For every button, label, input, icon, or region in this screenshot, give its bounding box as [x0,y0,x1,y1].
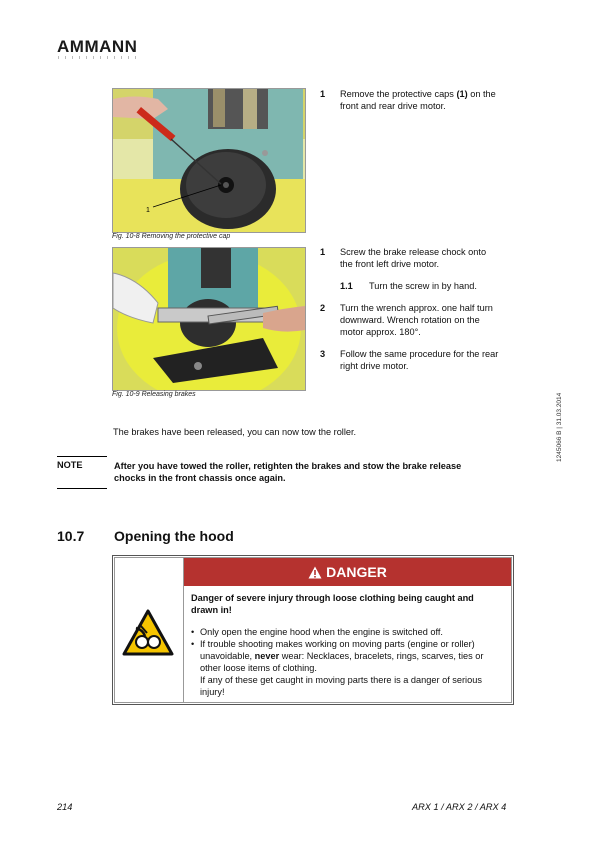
model-name: ARX 1 / ARX 2 / ARX 4 [412,802,507,812]
figure-10-9-photo [112,247,306,391]
step-1-remove-caps [320,88,520,114]
releasing-brakes-image [113,248,305,390]
note-text: After you have towed the roller, retighten the brakes and stow the brake release chocks in the front chassis once again. [114,461,462,483]
danger-triangle-icon [308,566,322,579]
danger-bullet-1: • Only open the engine hood when the engine is switched off. [191,626,509,638]
step-number: 3 [320,349,326,359]
page-number: 214 [57,802,73,812]
step-number: 1 [320,89,326,99]
ammann-logo: AMMANN [57,37,138,56]
step-text: Turn the wrench approx. one half turn downward. Wrench rotation on the motor approx. 180°. [340,303,493,337]
step-1-screw-chock [320,246,520,272]
step-text: Turn the screw in by hand. [369,281,477,291]
step-2-turn-wrench [320,302,520,340]
danger-box-inner [114,557,512,703]
step-text: Follow the same procedure for the rear right drive motor. [340,349,499,371]
logo-underline [58,56,142,59]
step-number: 1 [320,247,326,257]
step-3-rear-motor [320,348,520,374]
note-label: NOTE [57,460,83,470]
section-title: Opening the hood [114,528,234,544]
figure-10-8-photo [112,88,306,233]
brakes-released-text: The brakes have been released, you can now tow the roller. [113,427,357,437]
danger-box [112,555,514,705]
danger-header-label: DANGER [326,564,387,580]
danger-header [184,558,511,586]
step-number: 1.1 [340,281,353,291]
callout-1: 1 [146,207,150,214]
danger-bullet-2: • If trouble shooting makes working on moving parts (engine or roller) unavoidable, never wear: Necklaces, bracelets, rings, scarves, ties or other loose items of clothing. If any of these get caught in moving parts there is a danger of serious injury! [191,638,509,698]
document-code: 1245066 B | 31.03.2014 [556,392,563,462]
step-text: Remove the protective caps (1) on the front and rear drive motor. [340,89,496,111]
entanglement-warning-icon [121,608,175,658]
section-number: 10.7 [57,528,85,544]
note-rule-top [57,456,107,457]
step-1-1-turn-screw [340,280,520,294]
figure-10-8-caption: Fig. 10-8 Removing the protective cap [112,233,231,240]
danger-title: Danger of severe injury through loose clothing being caught and drawn in! [191,593,474,615]
danger-bullets [191,626,509,698]
step-number: 2 [320,303,326,313]
step-text: Screw the brake release chock onto the front left drive motor. [340,247,487,269]
figure-10-9-caption: Fig. 10-9 Releasing brakes [112,391,196,398]
protective-cap-image [113,89,305,232]
note-rule-bottom [57,488,107,489]
